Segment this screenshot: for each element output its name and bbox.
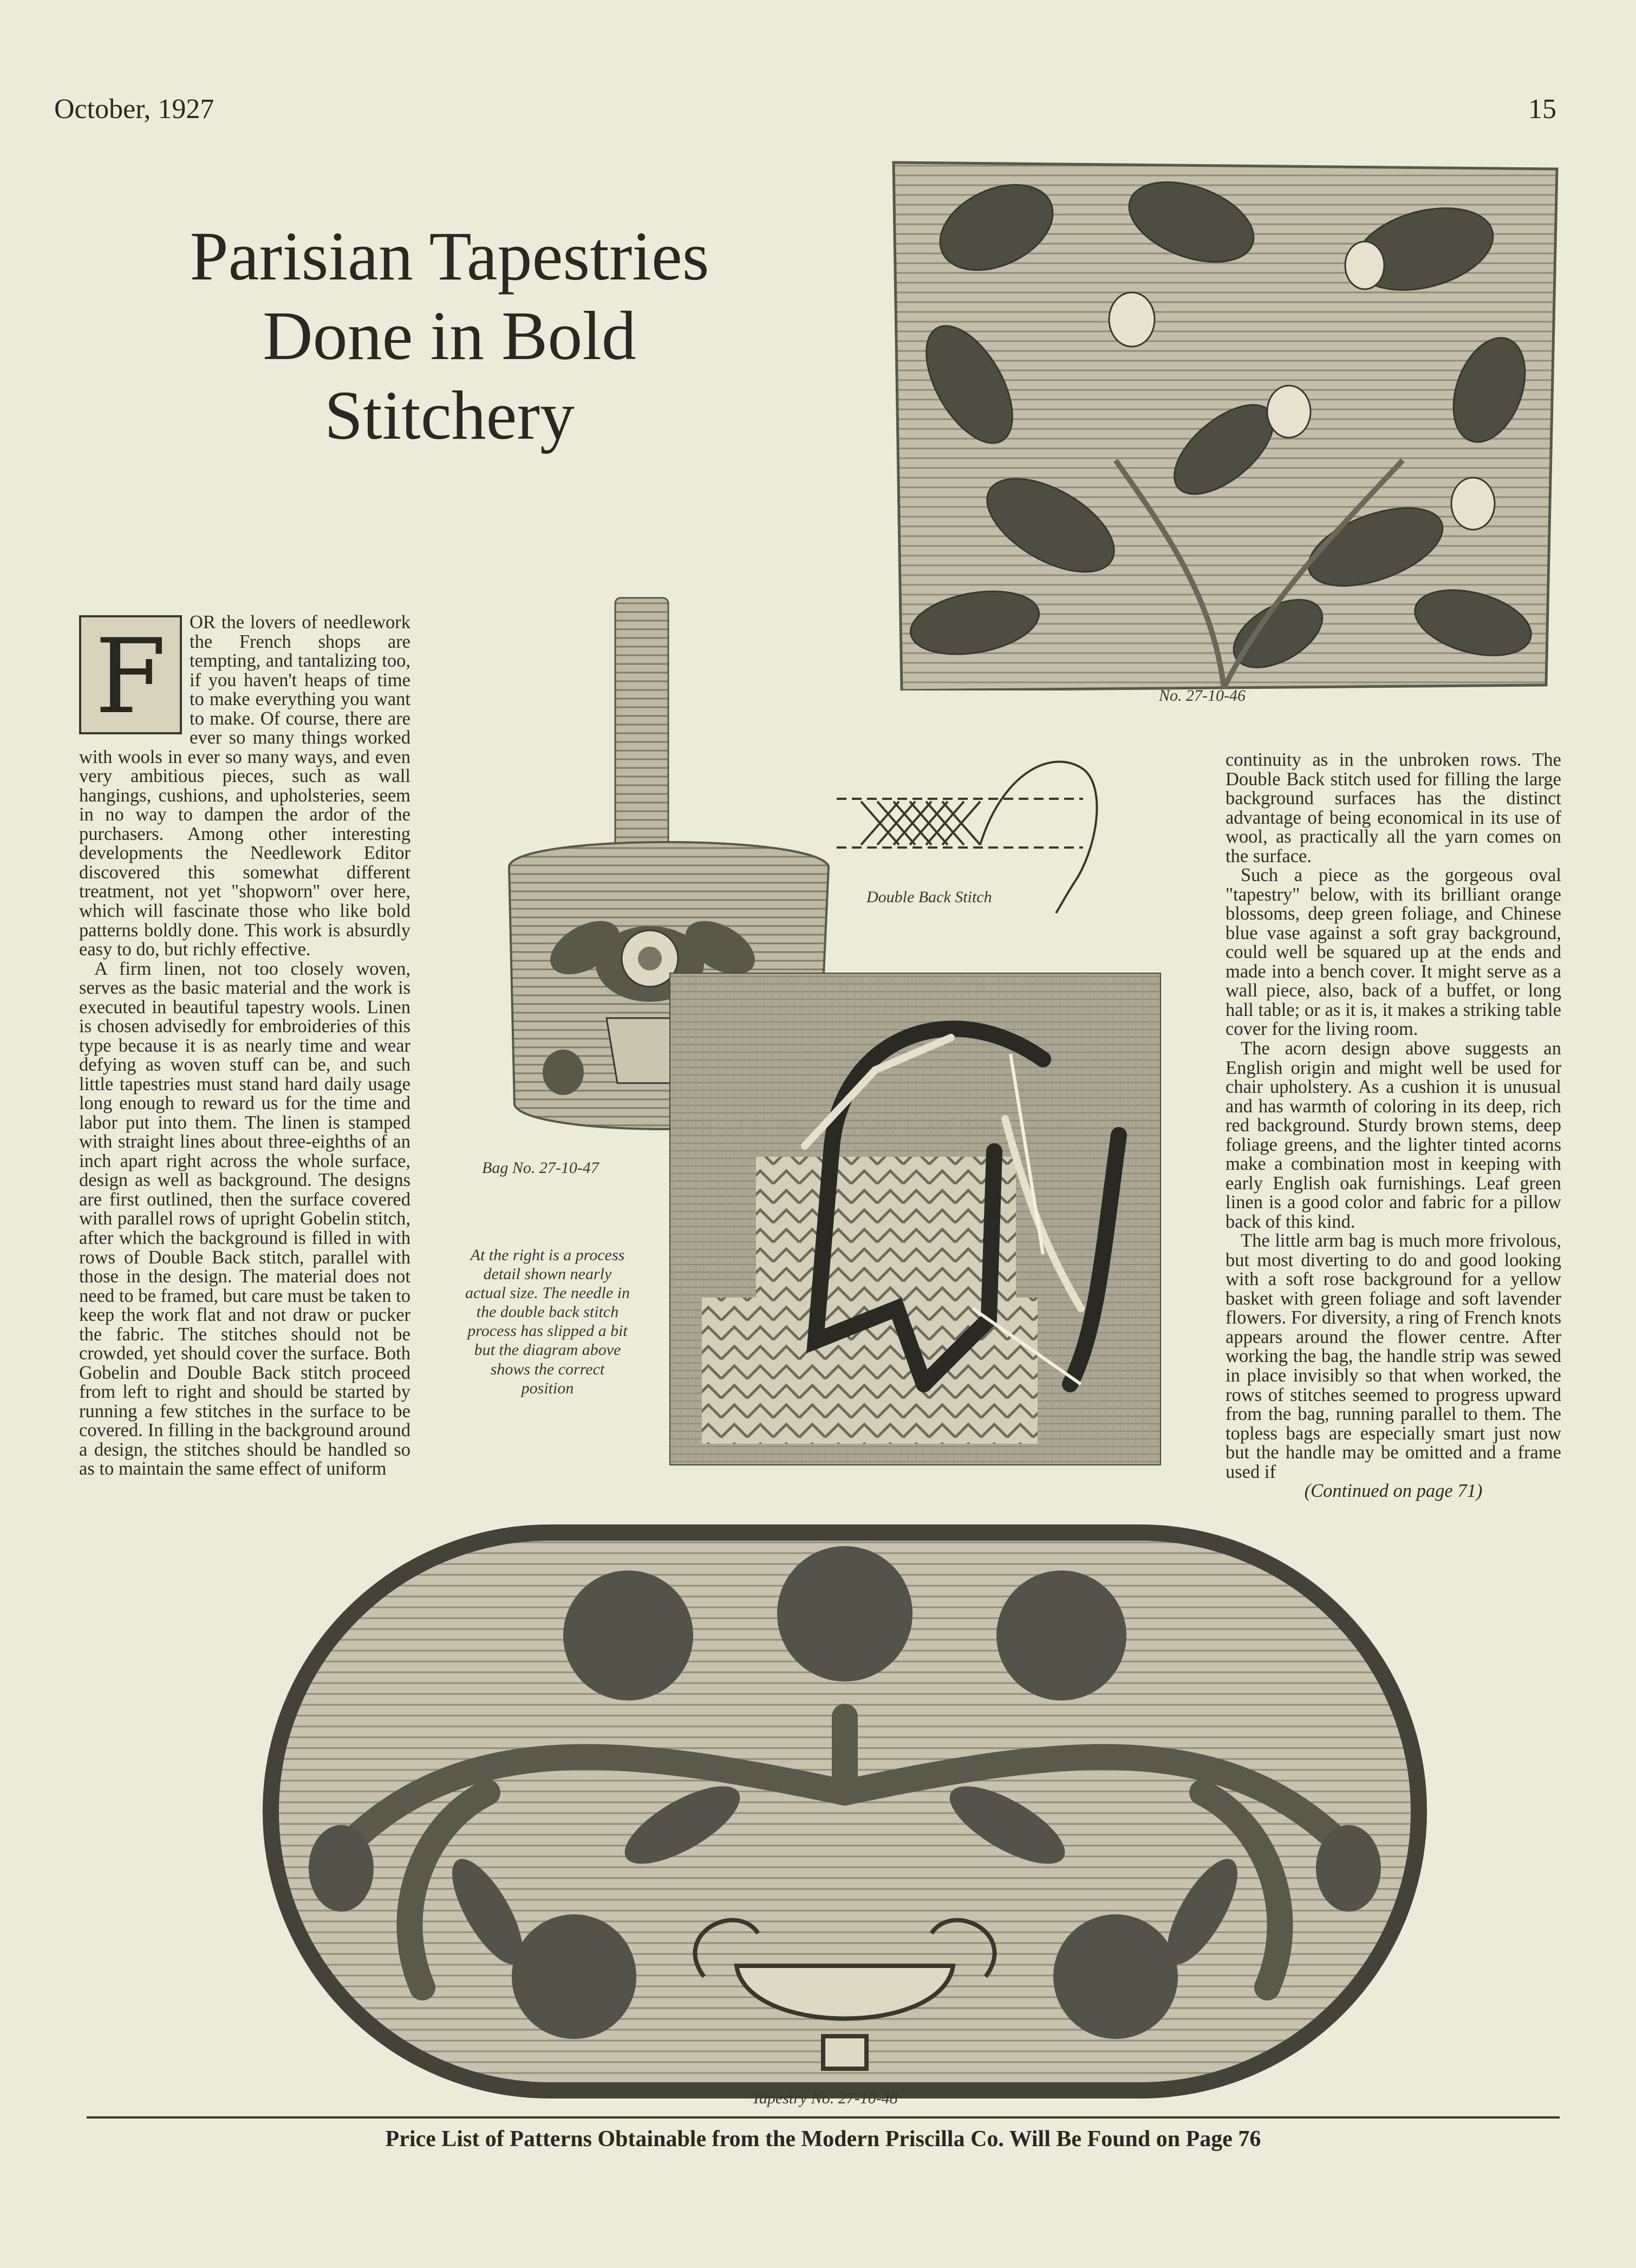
- paragraph: continuity as in the unbroken rows. The Double Back stitch used for filling the large background surfaces has the distinct advantage of being economical in its use of wool, as practically all the yarn comes on the surface.: [1226, 750, 1561, 866]
- title-line-3: Stitchery: [324, 377, 575, 454]
- article-title: [87, 217, 812, 456]
- paragraph: Such a piece as the gorgeous oval "tapestry" below, with its brilliant orange blossoms, deep green foliage, and Chinese blue vase against a soft gray background, could well be squared up at the ends and made into a bench cover. It might serve as a wall piece, also, back of a buffet, or long hall table; or as it is, it makes a striking table cover for the living room.: [1226, 865, 1561, 1040]
- footer-rule: [87, 2116, 1560, 2119]
- bag-handle-photo: [607, 596, 677, 850]
- caption-process: At the right is a process detail shown nearly actual size. The needle in the double back stitch process has slipped a bit but the diagram above shows the correct position: [465, 1246, 630, 1397]
- process-detail-photo: [669, 973, 1161, 1465]
- drop-cap-letter: F: [95, 617, 166, 737]
- footer-price-list-note: Price List of Patterns Obtainable from the Modern Priscilla Co. Will Be Found on Page 76: [385, 2127, 1261, 2152]
- paragraph: A firm linen, not too closely woven, serves as the basic material and the work is executed in beautiful tapestry wools. Linen is chosen advisedly for embroideries of this type because it is as nearly time and wear defying as woven stuff can be, and such little tapestries must stand hard daily usage long enough to reward us for the time and labor put into them. The linen is stamped with straight lines about three-eighths of an inch apart right across the whole surface, design as well as background. The designs are first outlined, then the surface covered with parallel rows of upright Gobelin stitch, after which the background is filled in with rows of Double Back stitch, parallel with those in the design. The material does not need to be framed, but care must be taken to keep the work flat and not draw or pucker the fabric. The stitches should not be crowded, yet should cover the surface. Both Gobelin and Double Back stitch proceed from left to right and should be started by running a few stitches in the surface to be covered. In filling in the background around a design, the stitches should be handled so as to maintain the same effect of uniform: [79, 958, 410, 1480]
- caption-tapestry: Tapestry No. 27-10-48: [752, 2089, 898, 2107]
- caption-bag: Bag No. 27-10-47: [482, 1159, 599, 1177]
- title-line-1: Parisian Tapestries: [190, 218, 709, 295]
- title-line-2: Done in Bold: [263, 297, 636, 375]
- caption-double-back: Double Back Stitch: [866, 888, 992, 906]
- paragraph: OR the lovers of needlework the French shops are tempting, and tantalizing too, if you haven't heaps of time to make everything you want to make. Of course, there are ever so many things worked with wools in ever so many ways, and even very ambitious pieces, such as wall hangings, cushions, and upholsteries, seem in no way to dampen the ardor of the purchasers. Among other interesting developments the Needlework Editor discovered this somewhat different treatment, not yet "shopworn" over here, which will fascinate those who like bold patterns boldly done. This work is absurdly easy to do, but richly effective.: [79, 612, 410, 960]
- oval-tapestry-photo: [260, 1522, 1430, 2101]
- paragraph: The little arm bag is much more frivolous, but most diverting to do and good looking with a soft rose background for a yellow basket with green foliage and soft lavender flowers. For diversity, a ring of French knots appears around the flower centre. After working the bag, the handle strip was sewed in place invisibly so that when worked, the rows of stitches seemed to progress upward from the bag, running parallel to them. The topless bags are especially smart just now but the handle may be omitted and a frame used if: [1226, 1230, 1561, 1482]
- acorn-tapestry-photo: [888, 157, 1560, 690]
- paragraph: The acorn design above suggests an English origin and might well be used for chair upholstery. As a cushion it is unusual and has warmth of coloring in its deep, rich red background. Sturdy brown stems, deep foliage greens, and the lighter tinted acorns make a combination most in keeping with early English oak furnishings. Leaf green linen is a good color and fabric for a pillow back of this kind.: [1226, 1038, 1561, 1232]
- right-column: [1226, 751, 1561, 1501]
- page-number: 15: [1528, 94, 1556, 125]
- issue-date: October, 1927: [54, 94, 214, 125]
- caption-acorn: No. 27-10-46: [1159, 687, 1246, 705]
- left-column: [79, 613, 410, 1479]
- continued-note: (Continued on page 71): [1304, 1481, 1483, 1502]
- drop-cap: [79, 615, 182, 737]
